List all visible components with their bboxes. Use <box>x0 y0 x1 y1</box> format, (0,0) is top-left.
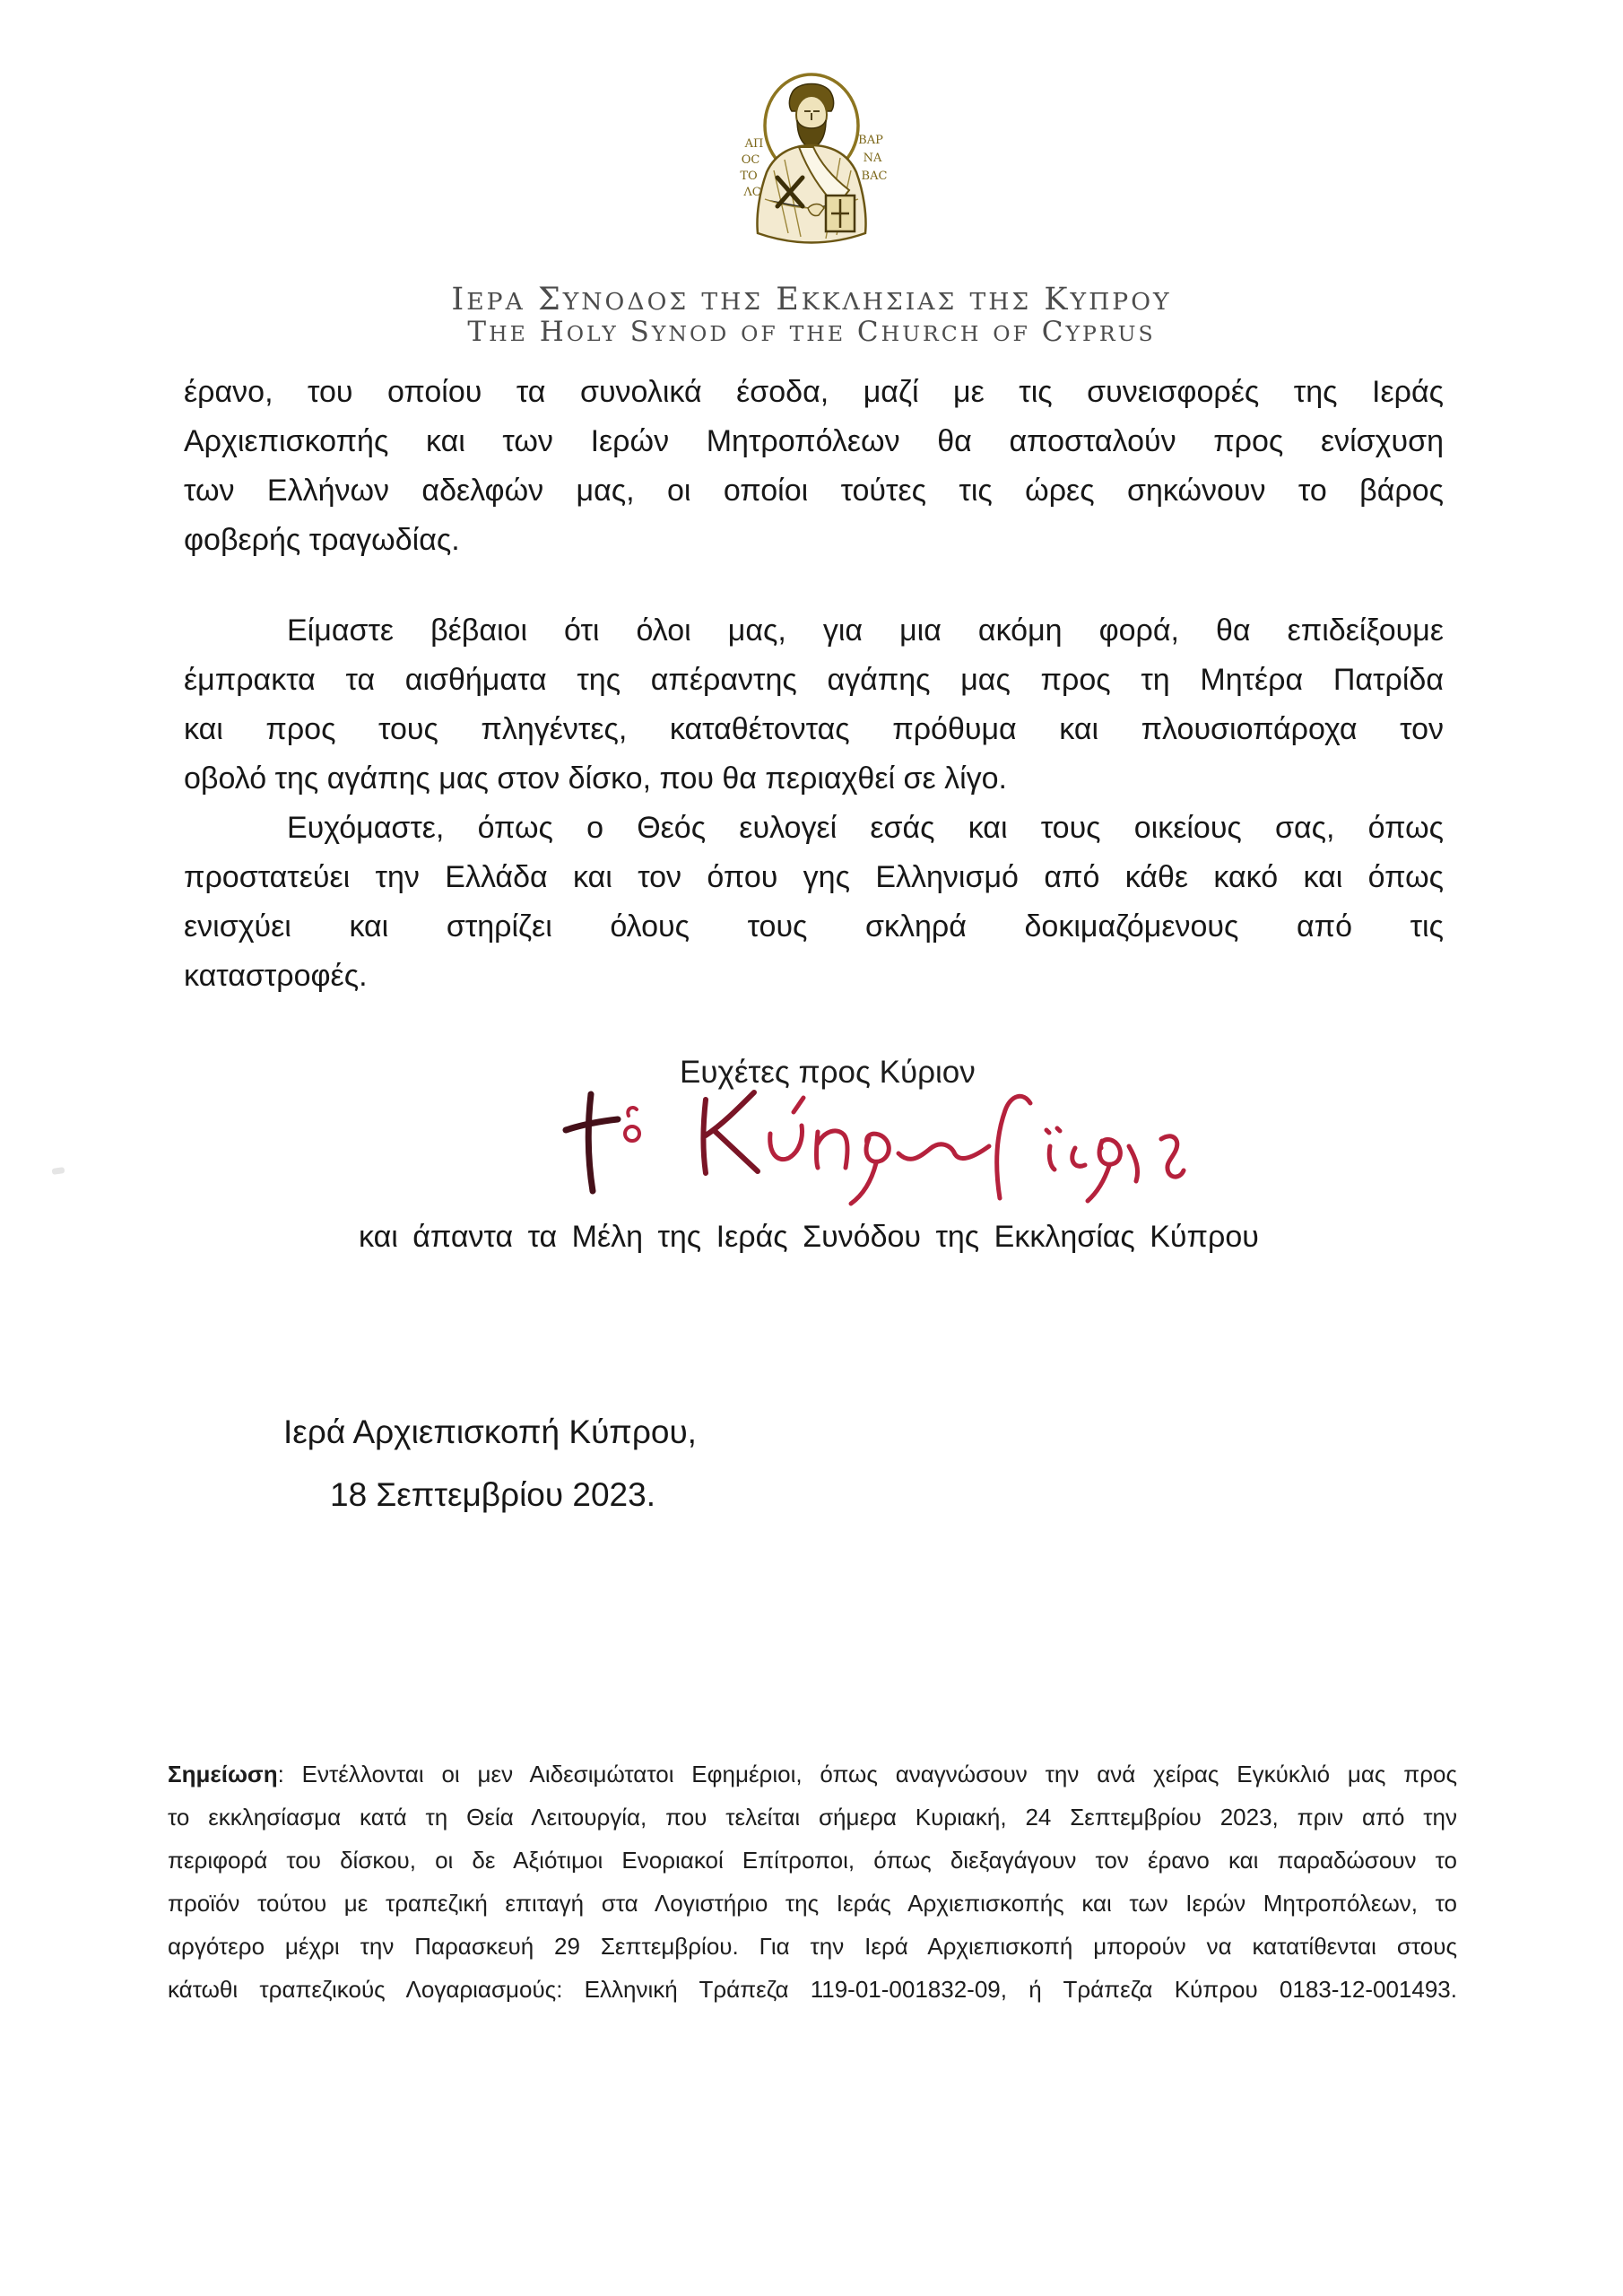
text-line: έρανο, του οποίου τα συνολικά έσοδα, μαζί με τις συνεισφορές της Ιεράς <box>184 375 1444 409</box>
scan-smudge <box>52 1167 65 1175</box>
footnote-label: Σημείωση <box>168 1761 278 1787</box>
archbishop-signature <box>534 1074 1197 1231</box>
text-line: Είμαστε βέβαιοι ότι όλοι μας, για μια ακόμη φορά, θα επιδείξουμε <box>287 613 1444 648</box>
paragraph-3 <box>184 804 1444 1001</box>
text-line: καταστροφές. <box>184 959 368 993</box>
prayer-line: Ευχέτες προς Κύριον <box>680 1055 976 1090</box>
text-line: ενισχύει και στηρίζει όλους τους σκληρά δοκιμαζόμενους από τις <box>184 909 1444 944</box>
text-line: έμπρακτα τα αισθήματα της απέραντης αγάπης μας προς τη Μητέρα Πατρίδα <box>184 663 1444 697</box>
svg-text:ΤΟ: ΤΟ <box>740 170 758 183</box>
text-line: Ευχόμαστε, όπως ο Θεός ευλογεί εσάς και τους οικείους σας, όπως <box>287 811 1444 845</box>
paragraph-2 <box>184 606 1444 804</box>
footnote-rest <box>168 1796 1457 2011</box>
svg-text:ΒΑϹ: ΒΑϹ <box>861 170 888 183</box>
text-line: κάτωθι τραπεζικούς Λογαριασμούς: Ελληνική Τράπεζα 119-01-001832-09, ή Τράπεζα Κύπρου 0183-12-001493. <box>168 1976 1457 2003</box>
text-line: προστατεύει την Ελλάδα και τον όπου γης Ελληνισμό από κάθε κακό και όπως <box>184 860 1444 894</box>
svg-text:ΟϹ: ΟϹ <box>741 153 760 167</box>
text-line: φοβερής τραγωδίας. <box>184 523 460 557</box>
saint-barnabas-icon <box>722 56 901 271</box>
footnote <box>168 1752 1457 2011</box>
svg-text:ΝΑ: ΝΑ <box>863 152 882 165</box>
text-line: περιφορά του δίσκου, οι δε Αξιότιμοι Ενοριακοί Επίτροποι, όπως διεξαγάγουν τον έρανο και παραδώσουν το <box>168 1847 1457 1874</box>
date-line: 18 Σεπτεμβρίου 2023. <box>330 1476 655 1513</box>
text-line: Αρχιεπισκοπής και των Ιερών Μητροπόλεων θα αποσταλούν προς ενίσχυση <box>184 424 1444 458</box>
svg-text:ΒΑΡ: ΒΑΡ <box>858 134 883 147</box>
org-name-greek: ΙΕΡΑ ΣΥΝΟΔΟΣ ΤΗΣ ΕΚΚΛΗΣΙΑΣ ΤΗΣ ΚΥΠΡΟΥ <box>451 282 1172 317</box>
synod-members-line: και άπαντα τα Μέλη της Ιεράς Συνόδου της Εκκλησίας Κύπρου <box>359 1220 1259 1254</box>
footnote-first-line: Σημείωση: Εντέλλονται οι μεν Αιδεσιμώτατοι Εφημέριοι, όπως αναγνώσουν την ανά χείρας Εγκύκλιό μας προς <box>168 1761 1457 1787</box>
svg-text:ΛϹ: ΛϹ <box>743 186 761 199</box>
text-line: το εκκλησίασμα κατά τη Θεία Λειτουργία, που τελείται σήμερα Κυριακή, 24 Σεπτεμβρίου 2023, πριν από την <box>168 1804 1457 1831</box>
place-line: Ιερά Αρχιεπισκοπή Κύπρου, <box>283 1413 697 1450</box>
org-name-english: THE HOLY SYNOD OF THE CHURCH OF CYPRUS <box>467 316 1156 348</box>
text-line: των Ελλήνων αδελφών μας, οι οποίοι τούτες τις ώρες σηκώνουν το βάρος <box>184 474 1444 508</box>
paragraph-1 <box>184 368 1444 565</box>
text-line: οβολό της αγάπης μας στον δίσκο, που θα περιαχθεί σε λίγο. <box>184 761 1007 796</box>
text-line: προϊόν τούτου με τραπεζική επιταγή στα Λογιστήριο της Ιεράς Αρχιεπισκοπής και των Ιερών Μητροπόλεων, το <box>168 1890 1457 1917</box>
svg-text:ΑΠ: ΑΠ <box>744 137 764 151</box>
text-line: αργότερο μέχρι την Παρασκευή 29 Σεπτεμβρίου. Για την Ιερά Αρχιεπισκοπή μπορούν να κατατίθενται στους <box>168 1933 1457 1960</box>
text-line: και προς τους πληγέντες, καταθέτοντας πρόθυμα και πλουσιοπάροχα τον <box>184 712 1444 746</box>
